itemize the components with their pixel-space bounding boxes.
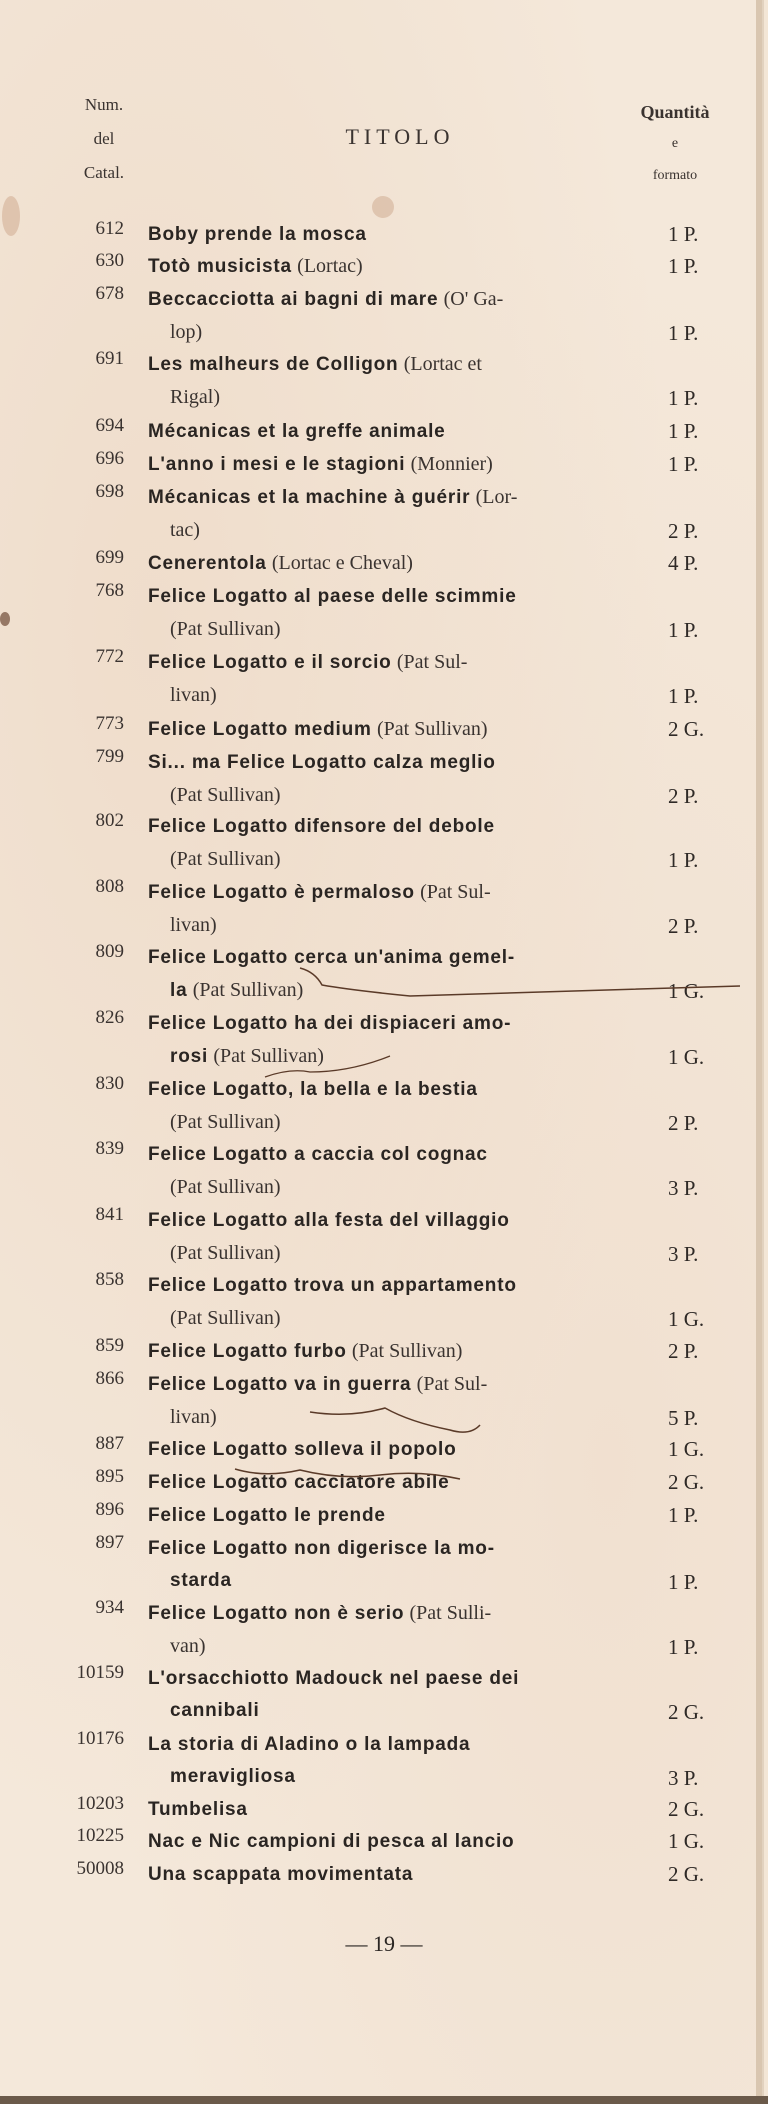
title-author: (Lortac et bbox=[403, 353, 482, 375]
catalog-number: 10176 bbox=[76, 1728, 124, 1749]
quantity-format: 1 G. bbox=[668, 1829, 705, 1853]
title-text: Una scappata movimentata bbox=[148, 1864, 414, 1885]
quantity-format: 4 P. bbox=[668, 551, 699, 575]
title-author: (Pat Sul- bbox=[416, 1373, 488, 1395]
page-bottom-edge bbox=[0, 2096, 768, 2104]
quantity-format: 1 P. bbox=[668, 1635, 699, 1659]
header-num-line1: Num. bbox=[84, 95, 124, 114]
title-text: Felice Logatto è permaloso bbox=[148, 882, 415, 903]
quantity-format: 1 P. bbox=[668, 321, 699, 345]
title-text: Mécanicas et la machine à guérir bbox=[148, 487, 471, 508]
title-text: Felice Logatto solleva il popolo bbox=[148, 1439, 457, 1460]
catalog-number: 799 bbox=[95, 746, 124, 767]
column-header-title: TITOLO bbox=[345, 124, 455, 149]
header-qty-line1: Quantità bbox=[640, 102, 710, 122]
continuation-text: Rigal) bbox=[170, 386, 220, 408]
quantity-format: 1 P. bbox=[668, 222, 699, 246]
title-text: Les malheurs de Colligon bbox=[148, 354, 399, 375]
catalog-number: 678 bbox=[95, 283, 124, 304]
continuation-text: rosi bbox=[170, 1046, 209, 1067]
quantity-format: 1 P. bbox=[668, 848, 699, 872]
catalog-number: 896 bbox=[95, 1499, 124, 1520]
continuation-text: (Pat Sullivan) bbox=[170, 1176, 281, 1198]
catalog-number: 826 bbox=[95, 1007, 124, 1028]
continuation-text: tac) bbox=[170, 519, 200, 541]
catalog-number: 934 bbox=[95, 1597, 124, 1618]
continuation-text: livan) bbox=[170, 684, 217, 706]
title-text: Felice Logatto non è serio bbox=[148, 1603, 405, 1624]
continuation-author: (Pat Sullivan) bbox=[192, 979, 304, 1001]
quantity-format: 2 P. bbox=[668, 519, 699, 543]
catalog-number: 768 bbox=[95, 580, 124, 601]
title-text: Felice Logatto trova un appartamento bbox=[148, 1275, 517, 1296]
continuation-text: (Pat Sullivan) bbox=[170, 1111, 281, 1133]
title-text: Felice Logatto e il sorcio bbox=[148, 652, 392, 673]
title-author: (Pat Sullivan) bbox=[351, 1340, 463, 1362]
continuation-text: la bbox=[170, 980, 188, 1001]
title-text: Felice Logatto non digerisce la mo- bbox=[148, 1538, 495, 1559]
catalog-number: 772 bbox=[95, 646, 124, 667]
continuation-author: (Pat Sullivan) bbox=[213, 1045, 324, 1067]
title-text: Felice Logatto a caccia col cognac bbox=[148, 1144, 488, 1165]
title-text: Beccacciotta ai bagni di mare bbox=[148, 289, 439, 310]
continuation-text: lop) bbox=[170, 321, 203, 343]
quantity-format: 2 G. bbox=[668, 1797, 705, 1821]
header-num-line2: del bbox=[93, 129, 115, 148]
title-text: Felice Logatto va in guerra bbox=[148, 1374, 412, 1395]
quantity-format: 1 P. bbox=[668, 1570, 699, 1594]
catalog-number: 841 bbox=[95, 1204, 124, 1225]
quantity-format: 2 P. bbox=[668, 1111, 699, 1135]
title-text: Boby prende la mosca bbox=[148, 224, 367, 245]
quantity-format: 3 P. bbox=[668, 1766, 699, 1790]
catalog-number: 773 bbox=[95, 713, 124, 734]
quantity-format: 2 P. bbox=[668, 914, 699, 938]
catalog-number: 10225 bbox=[76, 1825, 124, 1846]
title-text: Mécanicas et la greffe animale bbox=[148, 421, 446, 442]
continuation-text: cannibali bbox=[170, 1700, 260, 1721]
continuation-text: (Pat Sullivan) bbox=[170, 1307, 281, 1329]
title-text: Felice Logatto cacciatore abile bbox=[148, 1472, 450, 1493]
catalog-number: 698 bbox=[95, 481, 124, 502]
continuation-text: (Pat Sullivan) bbox=[170, 784, 281, 806]
title-text: Felice Logatto al paese delle scimmie bbox=[148, 586, 517, 607]
title-author: (Pat Sul- bbox=[396, 651, 468, 673]
catalog-number: 839 bbox=[95, 1138, 124, 1159]
catalog-number: 612 bbox=[95, 218, 124, 239]
quantity-format: 1 P. bbox=[668, 419, 699, 443]
title-author: (O' Ga- bbox=[443, 288, 504, 310]
continuation-text: (Pat Sullivan) bbox=[170, 848, 281, 870]
catalog-number: 866 bbox=[95, 1368, 124, 1389]
catalog-number: 858 bbox=[95, 1269, 124, 1290]
catalog-number: 808 bbox=[95, 876, 124, 897]
title-text: Tumbelisa bbox=[148, 1799, 248, 1820]
quantity-format: 1 P. bbox=[668, 452, 699, 476]
catalog-number: 10159 bbox=[76, 1662, 124, 1683]
title-text: Nac e Nic campioni di pesca al lancio bbox=[148, 1831, 515, 1852]
title-text: La storia di Aladino o la lampada bbox=[148, 1734, 471, 1755]
quantity-format: 1 P. bbox=[668, 1503, 699, 1527]
title-text: L'anno i mesi e le stagioni bbox=[148, 454, 406, 475]
title-author: (Lortac e Cheval) bbox=[271, 552, 413, 574]
continuation-text: livan) bbox=[170, 914, 217, 936]
quantity-format: 1 G. bbox=[668, 1045, 705, 1069]
catalog-number: 694 bbox=[95, 415, 124, 436]
catalog-number: 50008 bbox=[76, 1858, 124, 1879]
quantity-format: 3 P. bbox=[668, 1176, 699, 1200]
title-author: (Pat Sulli- bbox=[409, 1602, 492, 1624]
title-text: Felice Logatto ha dei dispiaceri amo- bbox=[148, 1013, 512, 1034]
quantity-format: 1 G. bbox=[668, 1307, 705, 1331]
quantity-format: 2 P. bbox=[668, 784, 699, 808]
quantity-format: 2 P. bbox=[668, 1339, 699, 1363]
title-author: (Pat Sullivan) bbox=[377, 718, 488, 740]
catalog-number: 859 bbox=[95, 1335, 124, 1356]
quantity-format: 1 P. bbox=[668, 386, 699, 410]
page-edge bbox=[756, 0, 762, 2104]
continuation-text: (Pat Sullivan) bbox=[170, 1242, 281, 1264]
title-text: Felice Logatto, la bella e la bestia bbox=[148, 1079, 478, 1100]
continuation-text: starda bbox=[170, 1570, 232, 1591]
header-qty-line3: formato bbox=[652, 168, 698, 183]
title-text: Cenerentola bbox=[148, 553, 267, 574]
title-text: Felice Logatto difensore del debole bbox=[148, 816, 495, 837]
title-author: (Pat Sul- bbox=[420, 881, 491, 903]
quantity-format: 2 G. bbox=[668, 717, 705, 741]
catalog-number: 887 bbox=[95, 1433, 124, 1454]
catalog-number: 802 bbox=[95, 810, 124, 831]
quantity-format: 1 P. bbox=[668, 254, 699, 278]
catalog-number: 809 bbox=[95, 941, 124, 962]
quantity-format: 1 G. bbox=[668, 1437, 705, 1461]
catalog-number: 699 bbox=[95, 547, 124, 568]
title-text: Felice Logatto alla festa del villaggio bbox=[148, 1210, 510, 1231]
quantity-format: 2 G. bbox=[668, 1700, 705, 1724]
catalog-number: 691 bbox=[95, 348, 124, 369]
title-author: (Lortac) bbox=[297, 255, 363, 277]
catalog-number: 830 bbox=[95, 1073, 124, 1094]
title-author: (Lor- bbox=[475, 486, 518, 508]
title-text: Felice Logatto cerca un'anima gemel- bbox=[148, 947, 515, 968]
quantity-format: 1 P. bbox=[668, 684, 699, 708]
title-author: (Monnier) bbox=[410, 453, 493, 475]
quantity-format: 2 G. bbox=[668, 1862, 705, 1886]
page-number: — 19 — bbox=[345, 1931, 423, 1956]
title-text: Felice Logatto medium bbox=[148, 719, 372, 740]
catalog-number: 897 bbox=[95, 1532, 124, 1553]
quantity-format: 1 P. bbox=[668, 618, 699, 642]
title-text: L'orsacchiotto Madouck nel paese dei bbox=[148, 1668, 520, 1689]
catalog-number: 895 bbox=[95, 1466, 124, 1487]
catalog-number: 630 bbox=[95, 250, 124, 271]
continuation-text: (Pat Sullivan) bbox=[170, 618, 281, 640]
title-text: Felice Logatto le prende bbox=[148, 1505, 386, 1526]
continuation-text: van) bbox=[170, 1635, 206, 1657]
title-text: Felice Logatto furbo bbox=[148, 1341, 347, 1362]
title-text: Si... ma Felice Logatto calza meglio bbox=[148, 752, 496, 773]
catalog-number: 696 bbox=[95, 448, 124, 469]
continuation-text: livan) bbox=[170, 1406, 217, 1428]
quantity-format: 2 G. bbox=[668, 1470, 705, 1494]
title-text: Totò musicista bbox=[148, 256, 292, 277]
quantity-format: 1 G. bbox=[668, 979, 705, 1003]
quantity-format: 3 P. bbox=[668, 1242, 699, 1266]
quantity-format: 5 P. bbox=[668, 1406, 699, 1430]
continuation-text: meravigliosa bbox=[170, 1766, 296, 1787]
header-num-line3: Catal. bbox=[83, 163, 125, 182]
header-qty-line2: e bbox=[671, 136, 679, 151]
catalog-number: 10203 bbox=[76, 1793, 124, 1814]
